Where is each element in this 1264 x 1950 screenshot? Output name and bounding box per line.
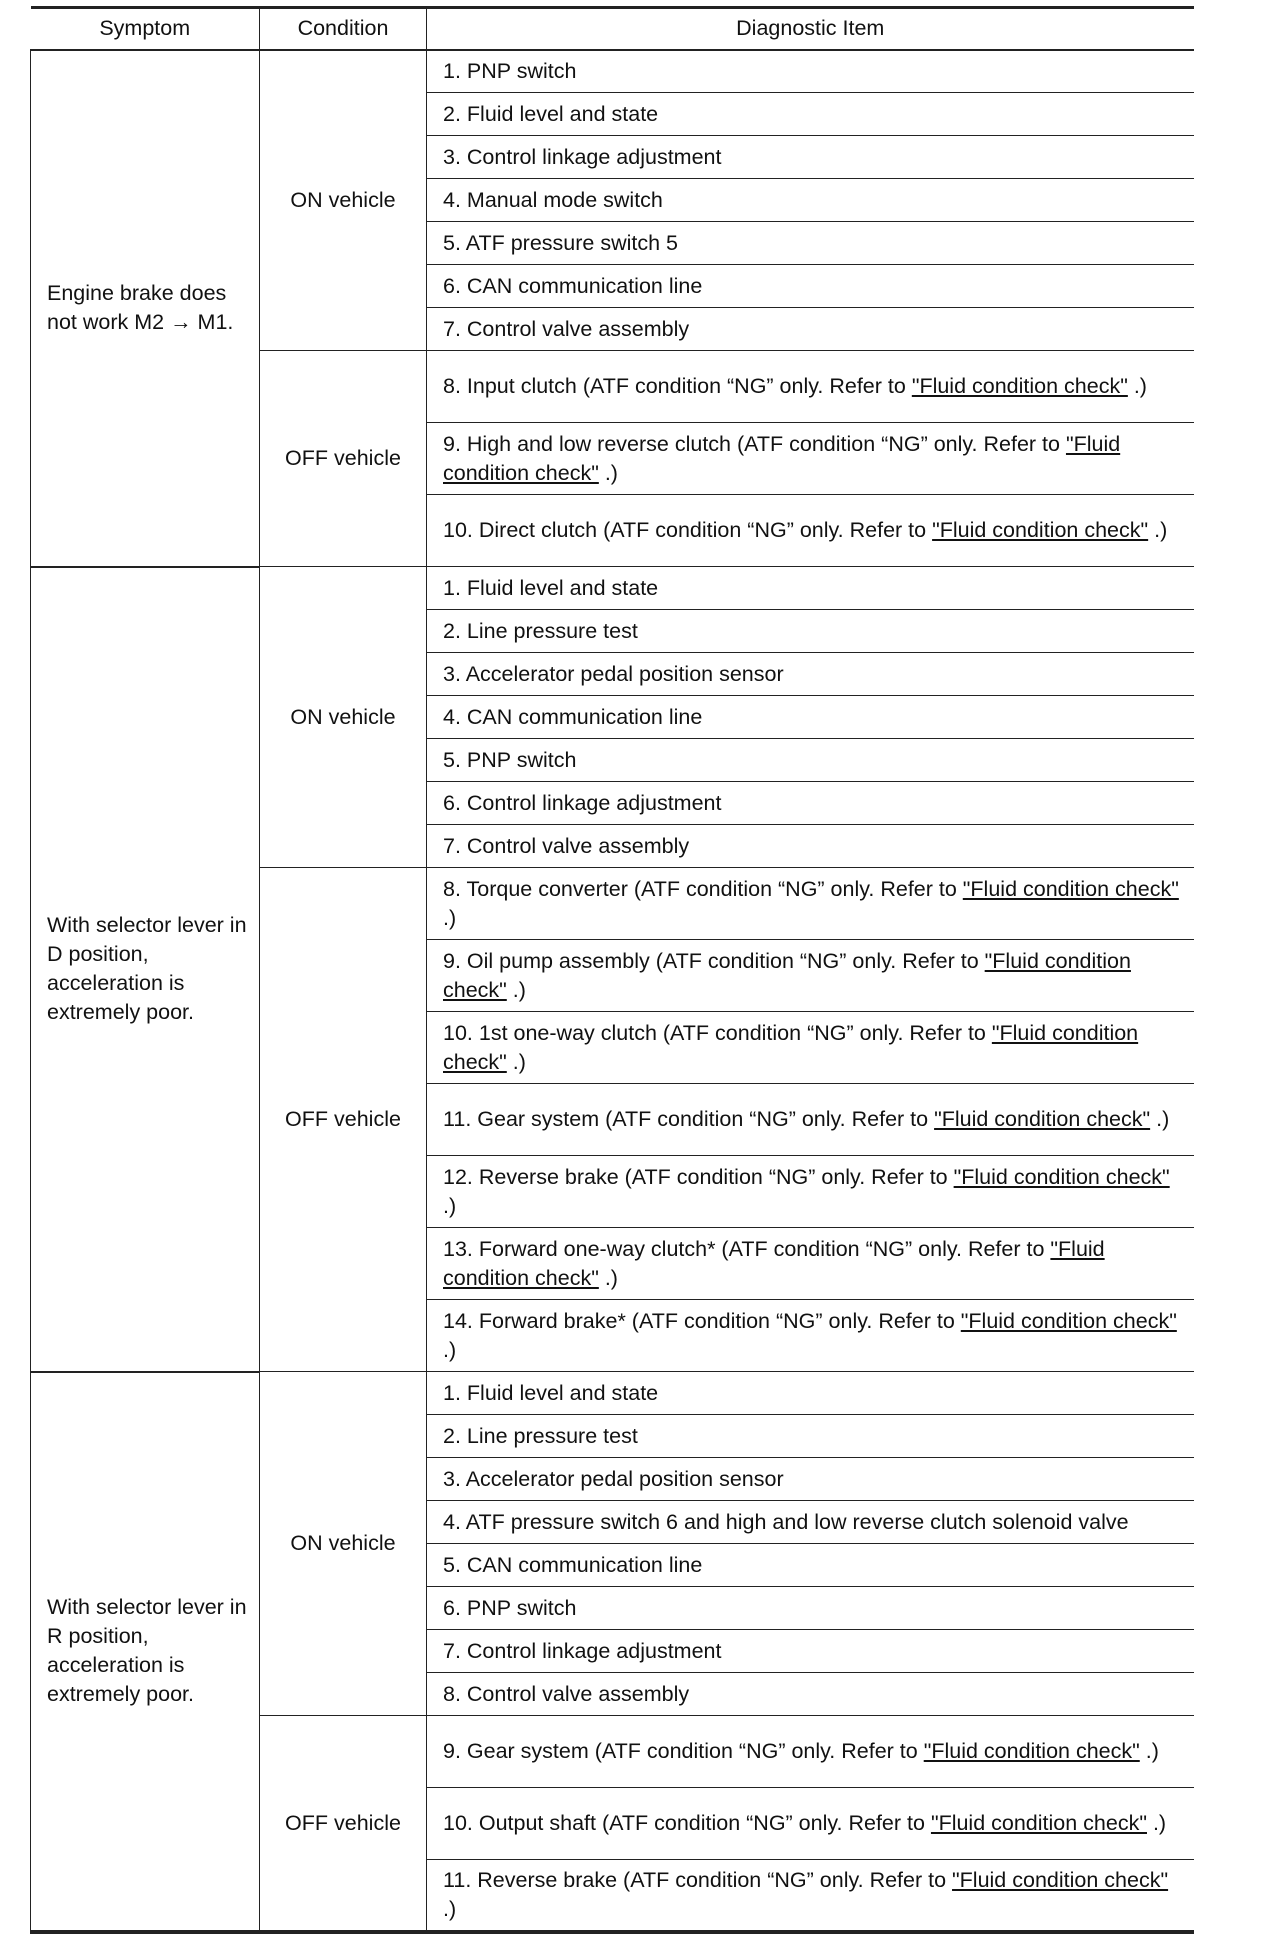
fluid-condition-check-link[interactable]: "Fluid condition check" [953,1164,1170,1189]
header-symptom: Symptom [31,8,260,50]
diagnostic-item-cell[interactable] [427,868,1194,940]
diagnostic-item-text: 4. ATF pressure switch 6 and high and low reverse clutch solenoid valve [443,1509,1129,1534]
diagnostic-item-text: 6. Control linkage adjustment [443,790,722,815]
diagnostic-item-cell[interactable] [427,351,1194,423]
diagnostic-item-cell [427,222,1194,265]
diagnostic-item-cell [427,93,1194,136]
table-row [31,50,1194,93]
diagnostic-item-text: 2. Fluid level and state [443,101,659,126]
diagnostic-item-cell[interactable] [427,1788,1194,1860]
diagnostic-item-text: 8. Torque converter (ATF condition “NG” only. Refer to [443,876,963,901]
condition-cell: OFF vehicle [260,868,427,1372]
diagnostic-item-text: 3. Control linkage adjustment [443,144,722,169]
diagnostic-item-cell[interactable] [427,423,1194,495]
diagnostic-item-cell [427,567,1194,610]
diagnostic-item-cell [427,179,1194,222]
table-row [31,567,1194,610]
diagnostic-item-text: 11. Gear system (ATF condition “NG” only. Refer to [443,1107,935,1131]
diagnostic-item-text: 8. Control valve assembly [443,1681,690,1706]
diagnostic-item-cell [427,1372,1194,1415]
diagnostic-item-cell[interactable] [427,1012,1194,1084]
condition-cell: ON vehicle [260,50,427,351]
diagnostic-table-page [30,6,1193,1934]
diagnostic-item-cell[interactable] [427,940,1194,1012]
diagnostic-item-cell [427,739,1194,782]
diagnostic-item-text: 4. CAN communication line [443,704,703,729]
diagnostic-item-cell[interactable] [427,1156,1194,1228]
diagnostic-item-suffix: .) [443,905,457,930]
diagnostic-item-cell[interactable] [427,495,1194,567]
diagnostic-item-suffix: .) [1150,1107,1170,1131]
diagnostic-item-cell [427,136,1194,179]
header-condition: Condition [260,8,427,50]
diagnostic-item-suffix: .) [506,977,526,1002]
diagnostic-item-cell[interactable] [427,1084,1194,1156]
diagnostic-item-cell [427,1587,1194,1630]
fluid-condition-check-link[interactable]: "Fluid condition check" [952,1868,1169,1892]
diagnostic-item-suffix: .) [506,1049,526,1074]
diagnostic-item-cell [427,1458,1194,1501]
condition-cell: ON vehicle [260,567,427,868]
diagnostic-item-text: 9. Oil pump assembly (ATF condition “NG” only. Refer to [443,948,985,973]
diagnostic-item-cell [427,1501,1194,1544]
diagnostic-item-cell[interactable] [427,1300,1194,1372]
diagnostic-item-cell [427,825,1194,868]
fluid-condition-check-link[interactable]: "Fluid condition check" [934,1107,1151,1131]
diagnostic-item-cell [427,265,1194,308]
diagnostic-item-text: 12. Reverse brake (ATF condition “NG” only. Refer to [443,1164,954,1189]
diagnostic-item-text: 8. Input clutch (ATF condition “NG” only. Refer to [443,374,912,398]
diagnostic-item-text: 1. Fluid level and state [443,575,659,600]
diagnostic-item-cell [427,50,1194,93]
table-row [31,1372,1194,1415]
fluid-condition-check-link[interactable]: "Fluid condition check" [443,1020,1139,1074]
diagnostic-item-text: 7. Control valve assembly [443,316,690,341]
diagnostic-item-cell [427,610,1194,653]
diagnostic-item-text: 3. Accelerator pedal position sensor [443,661,784,686]
diagnostic-item-cell [427,1415,1194,1458]
diagnostic-item-text: 3. Accelerator pedal position sensor [443,1466,784,1491]
fluid-condition-check-link[interactable]: "Fluid condition check" [962,876,1179,901]
diagnostic-item-suffix: .) [1146,1811,1167,1835]
symptom-cell: Engine brake does not work M2 → M1. [31,50,260,567]
diagnostic-item-text: 2. Line pressure test [443,1423,638,1448]
diagnostic-item-text: 2. Line pressure test [443,618,638,643]
diagnostic-item-text: 7. Control linkage adjustment [443,1638,722,1663]
diagnostic-item-text: 9. High and low reverse clutch (ATF condition “NG” only. Refer to [443,431,1066,456]
diagnostic-item-text: 10. 1st one-way clutch (ATF condition “NG” only. Refer to [443,1020,992,1045]
diagnostic-item-suffix: .) [598,1265,618,1290]
symptom-cell: With selector lever in D position, acceleration is extremely poor. [31,567,260,1372]
diagnostic-item-text: 7. Control valve assembly [443,833,690,858]
diagnostic-item-text: 13. Forward one-way clutch* (ATF condition “NG” only. Refer to [443,1236,1051,1261]
fluid-condition-check-link[interactable]: "Fluid condition check" [443,431,1121,485]
diagnostic-item-text: 6. PNP switch [443,1595,577,1620]
diagnostic-item-text: 1. Fluid level and state [443,1380,659,1405]
diagnostic-item-cell [427,1630,1194,1673]
diagnostic-item-text: 5. ATF pressure switch 5 [443,230,678,255]
symptom-cell: With selector lever in R position, acceleration is extremely poor. [31,1372,260,1933]
diagnostic-item-text: 1. PNP switch [443,58,577,83]
diagnostic-item-suffix: .) [1127,374,1147,398]
diagnostic-item-suffix: .) [443,1897,457,1921]
diagnostic-item-text: 5. PNP switch [443,747,577,772]
fluid-condition-check-link[interactable]: "Fluid condition check" [930,1811,1147,1835]
diagnostic-item-suffix: .) [1148,518,1168,542]
condition-cell: OFF vehicle [260,351,427,567]
diagnostic-item-text: 10. Direct clutch (ATF condition “NG” only. Refer to [443,518,933,542]
diagnostic-item-suffix: .) [598,460,618,485]
diagnostic-item-suffix: .) [443,1337,457,1362]
diagnostic-item-text: 10. Output shaft (ATF condition “NG” only. Refer to [443,1811,931,1835]
diagnostic-item-cell [427,308,1194,351]
diagnostic-item-suffix: .) [443,1193,457,1218]
condition-cell: ON vehicle [260,1372,427,1716]
fluid-condition-check-link[interactable]: "Fluid condition check" [932,518,1149,542]
fluid-condition-check-link[interactable]: "Fluid condition check" [443,1236,1105,1290]
diagnostic-item-cell [427,696,1194,739]
diagnostic-item-cell[interactable] [427,1228,1194,1300]
diagnostic-item-text: 6. CAN communication line [443,273,703,298]
diagnostic-item-cell [427,653,1194,696]
table-body [31,50,1194,1933]
diagnostic-item-text: 14. Forward brake* (ATF condition “NG” only. Refer to [443,1308,961,1333]
condition-cell: OFF vehicle [260,1716,427,1933]
fluid-condition-check-link[interactable]: "Fluid condition check" [960,1308,1177,1333]
diagnostic-item-text: 11. Reverse brake (ATF condition “NG” only. Refer to [443,1868,953,1892]
header-row [31,8,1194,50]
fluid-condition-check-link[interactable]: "Fluid condition check" [443,948,1131,1002]
diagnostic-item-cell[interactable] [427,1860,1194,1933]
diagnostic-item-text: 9. Gear system (ATF condition “NG” only. Refer to [443,1739,924,1763]
diagnostic-item-text: 4. Manual mode switch [443,187,663,212]
diagnostic-item-text: 5. CAN communication line [443,1552,703,1577]
diagnostic-item-cell [427,1673,1194,1716]
fluid-condition-check-link[interactable]: "Fluid condition check" [911,374,1128,398]
fluid-condition-check-link[interactable]: "Fluid condition check" [923,1739,1140,1763]
header-diagnostic-item: Diagnostic Item [427,8,1194,50]
diagnostic-table [30,6,1194,1934]
diagnostic-item-cell [427,782,1194,825]
diagnostic-item-suffix: .) [1139,1739,1159,1763]
diagnostic-item-cell[interactable] [427,1716,1194,1788]
diagnostic-item-cell [427,1544,1194,1587]
